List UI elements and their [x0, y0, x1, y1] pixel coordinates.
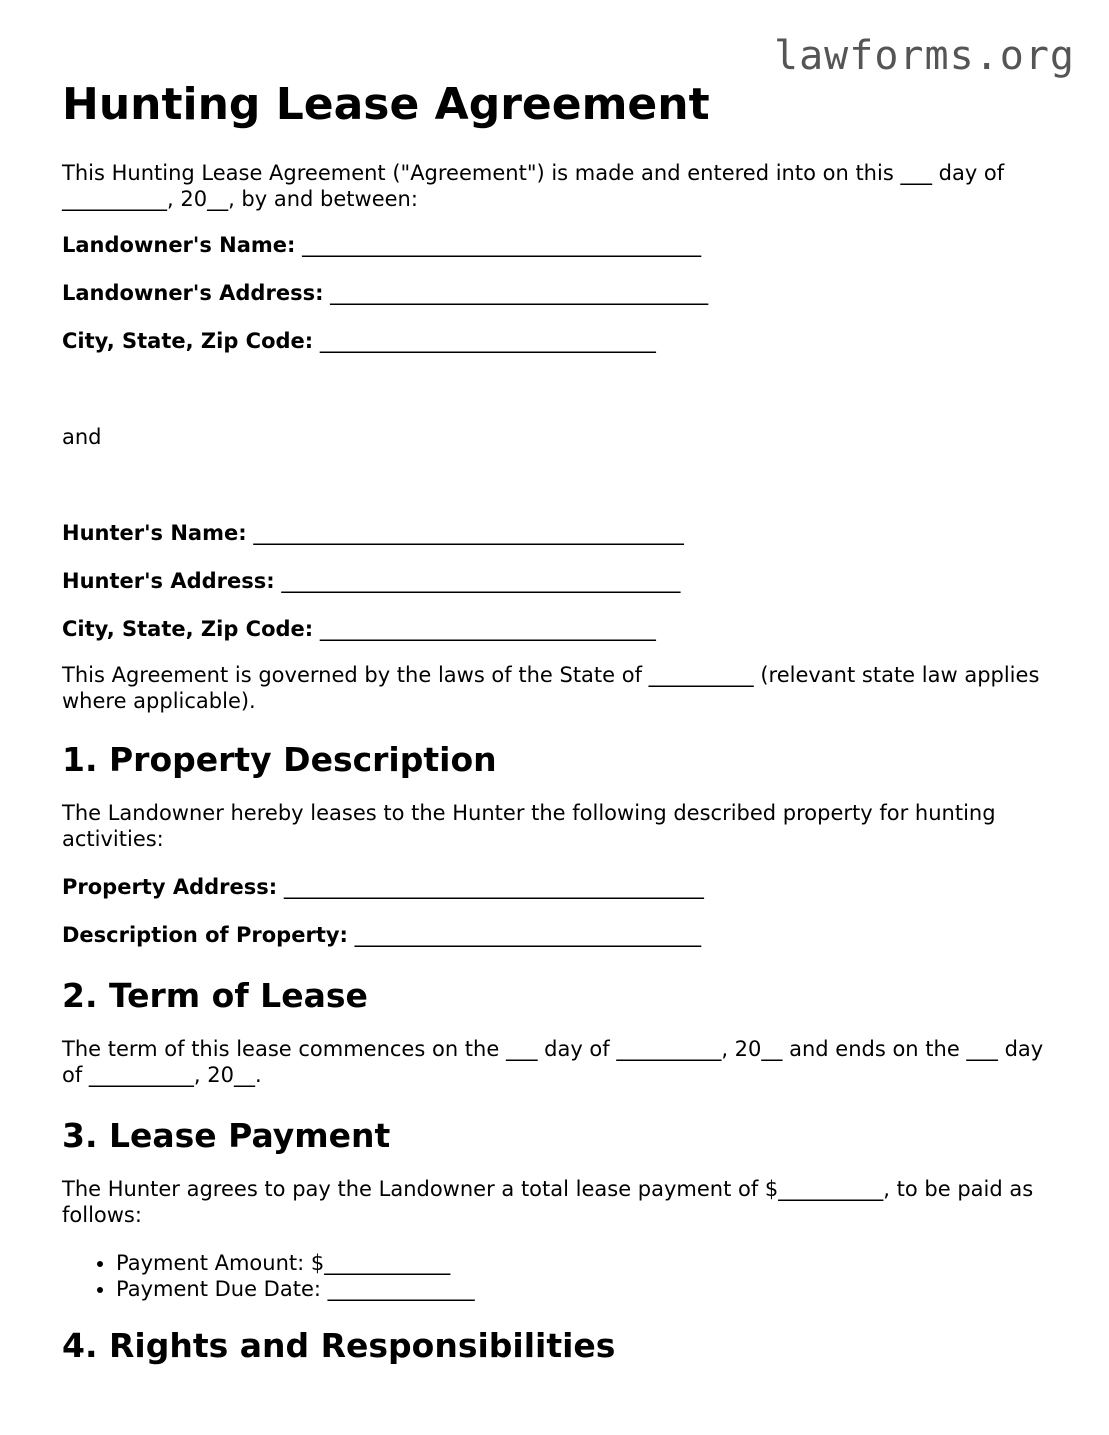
field-label: Hunter's Address: [62, 569, 275, 593]
section-heading-property: 1. Property Description [62, 740, 497, 779]
list-item: • Payment Amount: $____________ [116, 1250, 1052, 1276]
field-label: Landowner's Name: [62, 233, 296, 257]
property-paragraph: The Landowner hereby leases to the Hunter the following described property for hunting activities: [62, 801, 996, 851]
field-label: Property Address: [62, 875, 278, 899]
landowner-address-field [62, 280, 1052, 306]
landowner-name-field [62, 232, 1052, 258]
hunter-name-field [62, 520, 1052, 546]
document-title: Hunting Lease Agreement [62, 79, 710, 130]
field-blank: _________________________________________ [253, 521, 684, 545]
hunter-city-field [62, 616, 1052, 642]
property-description-field [62, 922, 1052, 948]
document-page [62, 78, 1052, 1366]
field-blank: ________________________________ [319, 617, 656, 641]
governing-law-paragraph: This Agreement is governed by the laws of the State of __________ (relevant state law applies where applicable). [62, 663, 1040, 713]
field-label: Landowner's Address: [62, 281, 324, 305]
section-heading-term: 2. Term of Lease [62, 976, 368, 1015]
field-blank: ________________________________ [319, 329, 656, 353]
section-heading-payment: 3. Lease Payment [62, 1116, 391, 1155]
field-blank: ______________________________________ [302, 233, 702, 257]
field-blank: ______________________________________ [281, 569, 681, 593]
property-address-field [62, 874, 1052, 900]
hunter-address-field [62, 568, 1052, 594]
field-label: Description of Property: [62, 923, 348, 947]
field-blank: ____________________________________ [330, 281, 709, 305]
field-label: City, State, Zip Code: [62, 329, 314, 353]
field-blank: _________________________________ [354, 923, 702, 947]
payment-paragraph: The Hunter agrees to pay the Landowner a total lease payment of $__________, to be paid as follows: [62, 1177, 1034, 1227]
field-label: Hunter's Name: [62, 521, 247, 545]
field-blank: ________________________________________ [283, 875, 704, 899]
field-label: City, State, Zip Code: [62, 617, 314, 641]
payment-list [62, 1250, 1052, 1302]
list-item: • Payment Due Date: ______________ [116, 1276, 1052, 1302]
section-heading-rights: 4. Rights and Responsibilities [62, 1326, 616, 1365]
intro-paragraph: This Hunting Lease Agreement ("Agreement") is made and entered into on this ___ day of __________, 20__, by and between: [62, 161, 1005, 211]
landowner-city-field [62, 328, 1052, 354]
and-separator: and [62, 425, 102, 449]
term-paragraph: The term of this lease commences on the ___ day of __________, 20__ and ends on the ___ day of __________, 20__. [62, 1037, 1044, 1087]
watermark: lawforms.org [774, 33, 1075, 79]
